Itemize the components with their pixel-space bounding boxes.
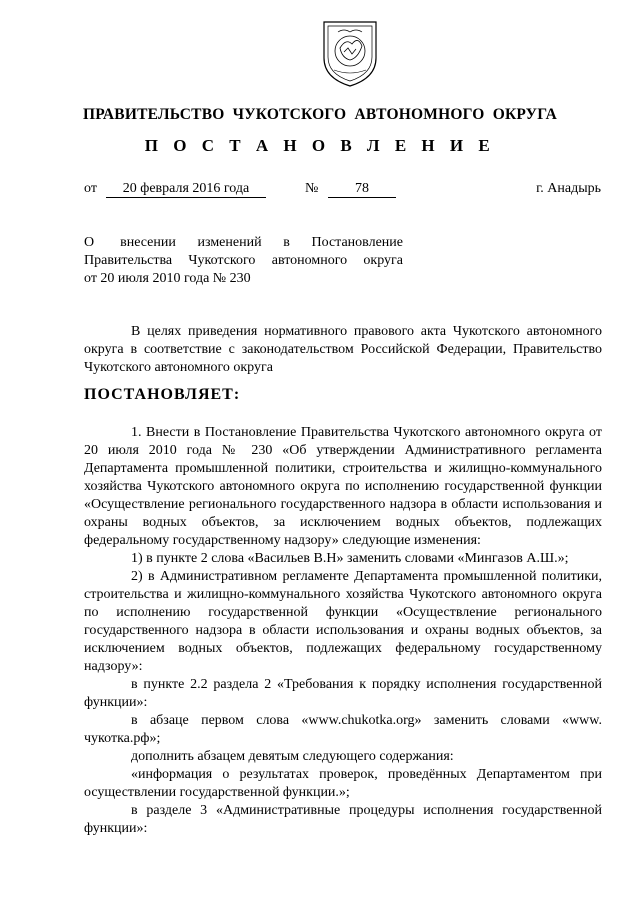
body-paragraph-5: в абзаце первом слова «www.chukotka.org» заменить словами «www. чукотка.рф»;	[84, 713, 602, 746]
number-field: 78	[328, 181, 396, 198]
preamble-paragraph: В целях приведения нормативного правового акта Чукотского автономного округа в соответствие с законодательством Российской Федерации, Правительство Чукотского автономного округа	[84, 324, 602, 375]
body-paragraph-3: 2) в Административном регламенте Департамента промышленной политики, строительства и жилищно-коммунального хозяйства Чукотского автономного округа по исполнению государственной функции «Осуществление регионального государственного надзора в области использования и охраны водных объектов, за исключением водных объектов, подлежащих федеральному государственному надзору»:	[84, 569, 602, 674]
body-paragraph-2: 1) в пункте 2 слова «Васильев В.Н» заменить словами «Мингазов А.Ш.»;	[131, 551, 569, 566]
organization-title: ПРАВИТЕЛЬСТВО ЧУКОТСКОГО АВТОНОМНОГО ОКРУГА	[82, 106, 558, 123]
city-name: г. Анадырь	[536, 181, 601, 196]
body-paragraph-8: в разделе 3 «Административные процедуры исполнения государственной функции»:	[84, 803, 602, 836]
preamble	[84, 323, 602, 377]
document-subject	[84, 234, 403, 288]
body-paragraph-4: в пункте 2.2 раздела 2 «Требования к порядку исполнения государственной функции»:	[84, 677, 602, 710]
subject-line-2: Правительства Чукотского автономного округа	[84, 253, 403, 268]
coat-of-arms-icon	[318, 14, 382, 90]
date-from-label: от	[84, 181, 97, 196]
document-body	[84, 424, 602, 838]
subject-line-1: О внесении изменений в Постановление	[84, 235, 403, 250]
document-type-title: П О С Т А Н О В Л Е Н И Е	[144, 136, 496, 155]
decree-heading: ПОСТАНОВЛЯЕТ:	[84, 386, 241, 403]
body-paragraph-6: дополнить абзацем девятым следующего содержания:	[131, 749, 454, 764]
number-label: №	[305, 181, 319, 196]
subject-line-3: от 20 июля 2010 года № 230	[84, 271, 251, 286]
body-paragraph-7: «информация о результатах проверок, проведённых Департаментом при осуществлении государственной функции.»;	[84, 767, 602, 800]
date-field: 20 февраля 2016 года	[106, 181, 266, 198]
body-paragraph-1: 1. Внести в Постановление Правительства Чукотского автономного округа от 20 июля 2010 года № 230 «Об утверждении Административного регламента Департамента промышленной политики, строительства и жилищно-коммунального хозяйства Чукотского автономного округа по исполнению государственной функции «Осуществление регионального государственного надзора в области использования и охраны водных объектов, за исключением водных объектов, подлежащих федеральному государственному надзору» следующие изменения:	[84, 425, 602, 548]
